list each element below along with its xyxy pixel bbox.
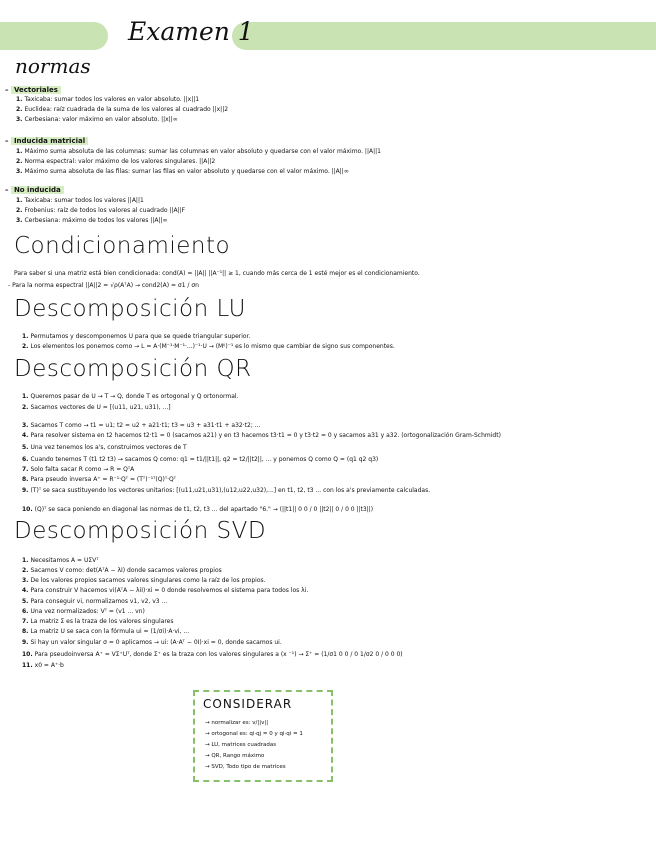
list-item: 8. Para pseudo inversa A⁺ = R⁻¹·Qᵀ = (Tᵀ)⁻¹ᵀ(Q)ᵀ·Qᵀ: [22, 476, 177, 483]
list-item: 5. Una vez tenemos los a's, construimos vectores de T: [22, 444, 187, 451]
list-item: 2. Sacamos V como: det(AᵀA − λI) donde sacamos valores propios: [22, 567, 222, 574]
text-line: Para saber si una matriz está bien condicionada: cond(A) = ||A|| ||A⁻¹|| ≥ 1, cuando más cerca de 1 esté mejor es el condicionamiento.: [14, 270, 420, 277]
list-item: 9. Si hay un valor singular σ = 0 aplicamos → ui: (A·Aᵀ − 0I)·xi = 0, donde sacamos ui.: [22, 639, 282, 646]
title-banner-right: [232, 22, 656, 50]
list-item: 7. Solo falta sacar R como → R = QᵀA: [22, 466, 135, 473]
list-item: 8. La matriz U se saca con la fórmula ui = (1/σi)·A·vi, ...: [22, 628, 190, 635]
list-item: 10. Para pseudoinversa A⁺ = VΣ⁺Uᵀ, donde Σ⁺ es la traza con los valores singulares a (x ⁻¹) → Σ⁺ = (1/σ1 0 0 / 0 1/σ2 0 / 0 0 0): [22, 651, 403, 658]
list-item: 1. Necesitamos A = UΣVᵀ: [22, 557, 99, 564]
no-inducida-label: – No inducida: [5, 186, 64, 194]
list-item: 2. Euclidea: raíz cuadrada de la suma de los valores al cuadrado ||x||2: [16, 106, 229, 113]
list-item: 1. Taxicaba: sumar todos los valores ||A||1: [16, 197, 144, 204]
list-item: 4. Para resolver sistema en t2 hacemos t2·t1 = 0 (sacamos a21) y en t3 hacemos t3·t1 = 0 y t3·t2 = 0 y sacamos a31 y a32. (ortogonalización Gram-Schmidt): [22, 432, 501, 439]
list-item: 5. Para conseguir vi, normalizamos v1, v2, v3 ...: [22, 598, 168, 605]
considerar-item: → SVD, Todo tipo de matrices: [205, 764, 286, 770]
title-banner-left: [0, 22, 108, 50]
list-item: 1. Máximo suma absoluta de las columnas: sumar las columnas en valor absoluto y quedarse con el valor máximo. ||A||1: [16, 148, 381, 155]
considerar-item: → ortogonal es: qi·qj = 0 y qi·qi = 1: [205, 731, 303, 737]
vectoriales-label: – Vectoriales: [5, 86, 61, 94]
list-item: 3. Cerbesiana: valor máximo en valor absoluto. ||x||∞: [16, 116, 178, 123]
list-item: 9. (T)ᵀ se saca sustituyendo los vectores unitarios: [(u11,u21,u31),(u12,u22,u32),...] en t1, t2, t3 ... con los a's previamente calculadas.: [22, 487, 431, 494]
list-item: 3. Sacamos T como → t1 = u1; t2 = u2 + a21·t1; t3 = u3 + a31·t1 + a32·t2; ...: [22, 422, 261, 429]
list-item: 6. Cuando tenemos T (t1 t2 t3) → sacamos Q como: q1 = t1/||t1||, q2 = t2/||t2||, ... y ponemos Q como Q = (q1 q2 q3): [22, 456, 379, 463]
page-title: Examen 1: [128, 17, 254, 46]
svd-heading: Descomposición SVD: [14, 518, 267, 544]
inducida-label-text: Inducida matricial: [11, 137, 88, 145]
list-item: 2. Norma espectral: valor máximo de los valores singulares. ||A||2: [16, 158, 216, 165]
list-item: 2. Frobenius: raíz de todos los valores al cuadrado ||A||F: [16, 207, 186, 214]
list-item: 3. Máximo suma absoluta de las filas: sumar las filas en valor absoluto y quedarse con el valor máximo. ||A||∞: [16, 168, 349, 175]
list-item: 2. Sacamos vectores de U = [(u11, u21, u31), ...]: [22, 404, 171, 411]
list-item: 1. Taxicaba: sumar todos los valores en valor absoluto. ||x||1: [16, 96, 200, 103]
vectoriales-label-text: Vectoriales: [11, 86, 61, 94]
list-item: 6. Una vez normalizados: Vᵀ = (v1 ... vn): [22, 608, 145, 615]
considerar-heading: CONSIDERAR: [203, 697, 293, 711]
list-item: 4. Para construir V hacemos vi(AᵀA − λiI)·xi = 0 donde resolvemos el sistema para todos los λi.: [22, 587, 309, 594]
condicionamiento-heading: Condicionamiento: [14, 233, 231, 259]
list-item: 10. (Q)ᵀ se saca poniendo en diagonal las normas de t1, t2, t3 ... del apartado "6." → (||t1|| 0 0 / 0 ||t2|| 0 / 0 0 ||t3||): [22, 506, 374, 513]
qr-heading: Descomposición QR: [14, 356, 252, 382]
list-item: 3. Cerbesiana: máximo de todos los valores ||A||∞: [16, 217, 168, 224]
lu-heading: Descomposición LU: [14, 296, 247, 322]
list-item: 7. La matriz Σ es la traza de los valores singulares: [22, 618, 174, 625]
list-item: 1. Queremos pasar de U → T → Q, donde T es ortogonal y Q ortonormal.: [22, 393, 239, 400]
list-item: 3. De los valores propios sacamos valores singulares como la raíz de los propios.: [22, 577, 266, 584]
normas-heading: normas: [15, 54, 91, 78]
list-item: 2. Los elementos los ponemos como → L = A·(M⁻¹·M⁻¹·...)⁻¹·U → (Mⁱʲ)⁻¹ es lo mismo que cambiar de signo sus componentes.: [22, 343, 395, 350]
considerar-item: → QR, Rango máximo: [205, 753, 265, 759]
considerar-item: → normalizar es: v/||v||: [205, 720, 269, 726]
considerar-item: → LU, matrices cuadradas: [205, 742, 277, 748]
inducida-label: – Inducida matricial: [5, 137, 88, 145]
list-item: 1. Permutamos y descomponemos U para que se quede triangular superior.: [22, 333, 251, 340]
no-inducida-label-text: No inducida: [11, 186, 64, 194]
text-line: - Para la norma espectral ||A||2 = √ρ(AᵀA) → cond2(A) = σ1 / σn: [8, 282, 199, 289]
list-item: 11. x0 = A⁺·b: [22, 662, 64, 669]
considerar-box: [193, 690, 333, 782]
